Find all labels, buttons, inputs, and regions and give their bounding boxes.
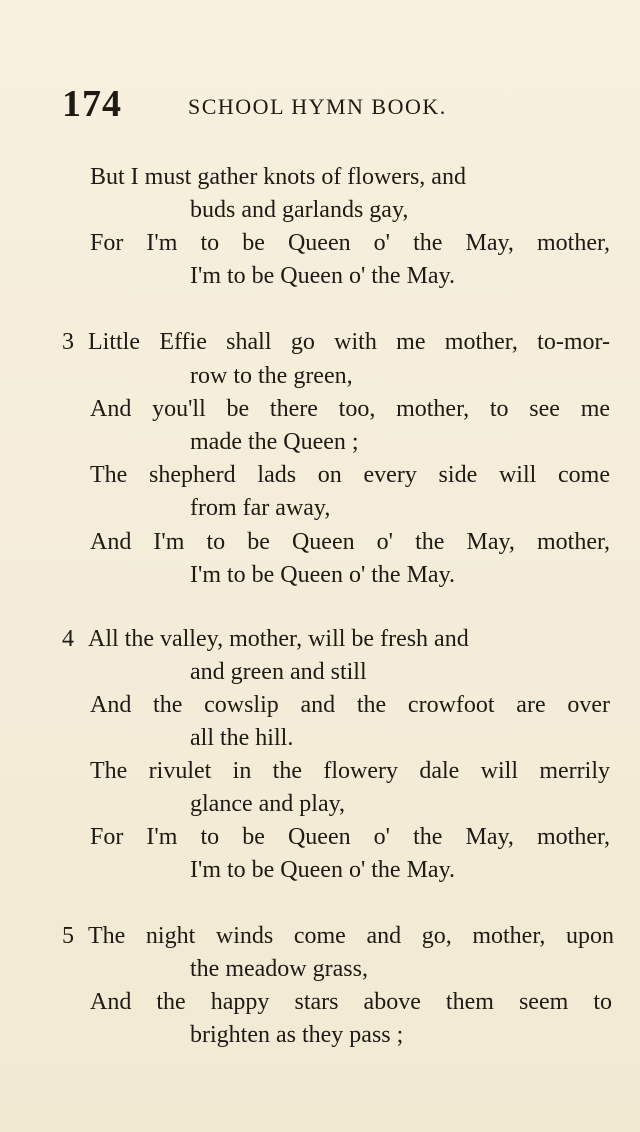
text-line	[90, 231, 610, 255]
line-text: all the hill.	[190, 725, 294, 751]
text-line	[190, 1023, 403, 1047]
line-text: For I'm to be Queen o' the May, mother,	[90, 230, 611, 256]
line-text: The shepherd lads on every side will come	[90, 462, 610, 488]
text-line	[90, 165, 610, 189]
line-text: All the valley, mother, will be fresh and	[88, 626, 469, 652]
text-line	[190, 660, 367, 684]
text-line	[190, 264, 455, 288]
page-header	[0, 80, 640, 130]
line-text: row to the green,	[190, 363, 353, 389]
text-line	[190, 957, 368, 981]
text-line	[90, 825, 610, 849]
line-text: And the happy stars above them seem to	[90, 989, 612, 1015]
text-line	[190, 430, 359, 454]
text-line	[190, 563, 455, 587]
line-text: glance and play,	[190, 791, 346, 817]
verse-number: 4	[62, 626, 74, 652]
text-line	[190, 858, 455, 882]
text-line	[90, 463, 610, 487]
line-text: And the cowslip and the crowfoot are over	[90, 692, 610, 718]
text-line	[190, 198, 408, 222]
line-text: I'm to be Queen o' the May.	[190, 263, 456, 289]
line-text: And I'm to be Queen o' the May, mother,	[90, 529, 611, 555]
verse-number: 5	[62, 923, 74, 949]
text-line	[62, 627, 610, 651]
text-line	[90, 759, 610, 783]
text-line	[90, 530, 610, 554]
line-text: But I must gather knots of flowers, and	[90, 164, 466, 190]
line-text: buds and garlands gay,	[190, 197, 409, 223]
text-line	[190, 726, 293, 750]
text-line	[190, 496, 330, 520]
text-line	[62, 330, 610, 354]
line-text: brighten as they pass ;	[190, 1022, 404, 1048]
line-text: Little Effie shall go with me mother, to-mor-	[88, 329, 610, 355]
page-number: 174	[62, 83, 122, 125]
verse-number: 3	[62, 329, 74, 355]
text-line	[90, 990, 612, 1014]
line-text: For I'm to be Queen o' the May, mother,	[90, 824, 611, 850]
line-text: made the Queen ;	[190, 429, 359, 455]
text-line	[62, 924, 614, 948]
text-line	[90, 397, 610, 421]
running-title: SCHOOL HYMN BOOK.	[188, 94, 447, 119]
line-text: The night winds come and go, mother, upon	[88, 923, 614, 949]
line-text: I'm to be Queen o' the May.	[190, 562, 456, 588]
line-text: The rivulet in the flowery dale will merrily	[90, 758, 610, 784]
line-text: and green and still	[190, 659, 367, 685]
text-line	[190, 792, 345, 816]
line-text: from far away,	[190, 495, 331, 521]
text-line	[190, 364, 353, 388]
line-text: And you'll be there too, mother, to see me	[90, 396, 611, 422]
line-text: I'm to be Queen o' the May.	[190, 857, 456, 883]
text-line	[90, 693, 610, 717]
line-text: the meadow grass,	[190, 956, 368, 982]
